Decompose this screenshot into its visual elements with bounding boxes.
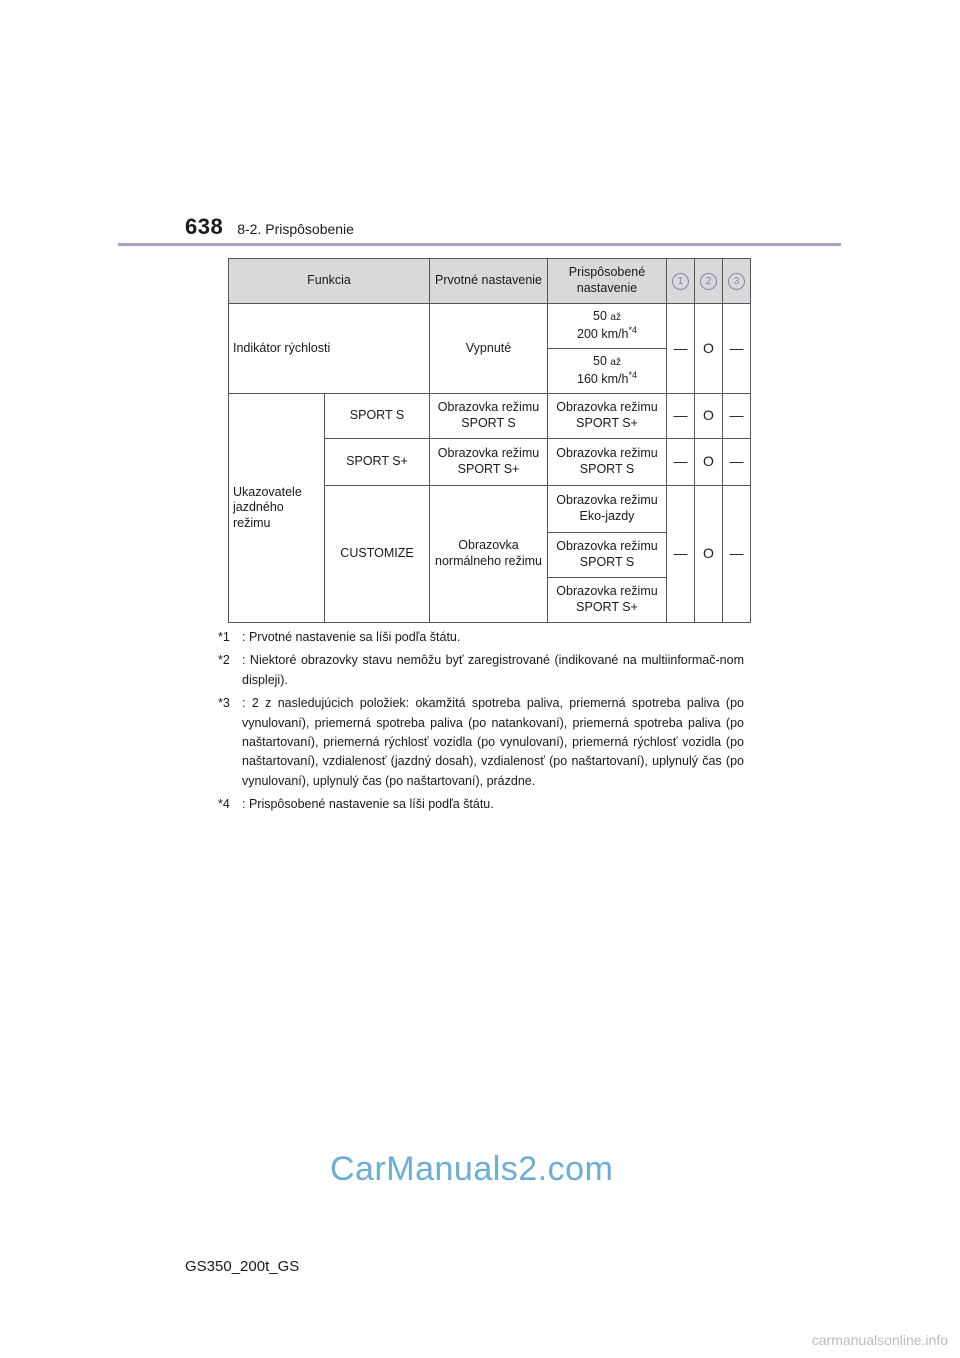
mode-sport-s-plus-custom: Obrazovka režimu SPORT S: [548, 439, 667, 486]
circled-number-1-icon: 1: [672, 273, 689, 290]
header-prvotne: Prvotné nastavenie: [430, 259, 548, 304]
header-col-3: [723, 259, 751, 304]
footnote-2: *2 : Niektoré obrazovky stavu nemôžu byť zaregistrované (indikované na multiinformač-nom displeji).: [218, 653, 744, 687]
header-prisposobene: Prispôsobené nastavenie: [548, 259, 667, 304]
mode-sport-s-col-1: —: [667, 394, 695, 439]
mode-customize-col-1: —: [667, 486, 695, 623]
header-col-2: [695, 259, 723, 304]
footnote-4: *4 : Prispôsobené nastavenie sa líši podľa štátu.: [218, 797, 494, 811]
page-header: [185, 214, 354, 240]
speed-col-1: —: [667, 304, 695, 394]
circled-number-3-icon: 3: [728, 273, 745, 290]
mode-customize-col-3: —: [723, 486, 751, 623]
mode-customize-custom-1: Obrazovka režimu Eko-jazdy: [548, 486, 667, 533]
speed-option-2: 50 až 160 $km/h^{*4}$: [548, 349, 667, 394]
page-number: 638: [185, 214, 224, 239]
footnotes: [218, 628, 744, 818]
mode-sport-s-plus-label: SPORT S+: [325, 439, 430, 486]
mode-sport-s-initial: Obrazovka režimu SPORT S: [430, 394, 548, 439]
footnote-3: *3 : 2 z nasledujúcich položiek: okamžitá spotreba paliva, priemerná spotreba paliva (po vynulovaní), priemerná spotreba paliva (po natankovaní), priemerná spotreba paliva (po naštartovaní), priemerná rýchlosť vozidla (po vynulovaní), priemerná rýchlosť vozidla (po naštartovaní), vzdialenosť (jazdný dosah), vzdialenosť (po naštartovaní), uplynulý čas (po vynulovaní), uplynulý čas (po naštartovaní), prázdne.: [218, 696, 744, 788]
document-code: GS350_200t_GS: [185, 1258, 300, 1275]
mode-sport-s-plus-initial: Obrazovka režimu SPORT S+: [430, 439, 548, 486]
site-watermark: carmanualsonline.info: [811, 1332, 948, 1348]
table-row: [229, 304, 751, 349]
settings-table: [228, 258, 751, 623]
mode-sport-s-label: SPORT S: [325, 394, 430, 439]
header-funkcia: Funkcia: [229, 259, 430, 304]
speed-col-3: —: [723, 304, 751, 394]
mode-sport-s-col-2: O: [695, 394, 723, 439]
mode-sport-s-custom: Obrazovka režimu SPORT S+: [548, 394, 667, 439]
header-col-1: [667, 259, 695, 304]
mode-indicator-label: Ukazovatele jazdného režimu: [229, 394, 325, 623]
mode-customize-label: CUSTOMIZE: [325, 486, 430, 623]
speed-col-2: O: [695, 304, 723, 394]
mode-sport-s-plus-col-3: —: [723, 439, 751, 486]
header-divider: [118, 243, 841, 246]
section-title: 8-2. Prispôsobenie: [237, 221, 354, 237]
mode-customize-col-2: O: [695, 486, 723, 623]
footnote-1: *1 : Prvotné nastavenie sa líši podľa štátu.: [218, 630, 461, 644]
speed-option-1: 50 až 200 $km/h^{*4}$: [548, 304, 667, 349]
mode-sport-s-plus-col-2: O: [695, 439, 723, 486]
mode-customize-initial: Obrazovka normálneho režimu: [430, 486, 548, 623]
speed-indicator-label: Indikátor rýchlosti: [229, 304, 430, 394]
watermark: CarManuals2.com: [330, 1150, 614, 1188]
table-row: [229, 394, 751, 439]
mode-customize-custom-2: Obrazovka režimu SPORT S: [548, 533, 667, 578]
mode-sport-s-col-3: —: [723, 394, 751, 439]
table-header-row: [229, 259, 751, 304]
speed-indicator-initial: Vypnuté: [430, 304, 548, 394]
mode-sport-s-plus-col-1: —: [667, 439, 695, 486]
mode-customize-custom-3: Obrazovka režimu SPORT S+: [548, 578, 667, 623]
circled-number-2-icon: 2: [700, 273, 717, 290]
